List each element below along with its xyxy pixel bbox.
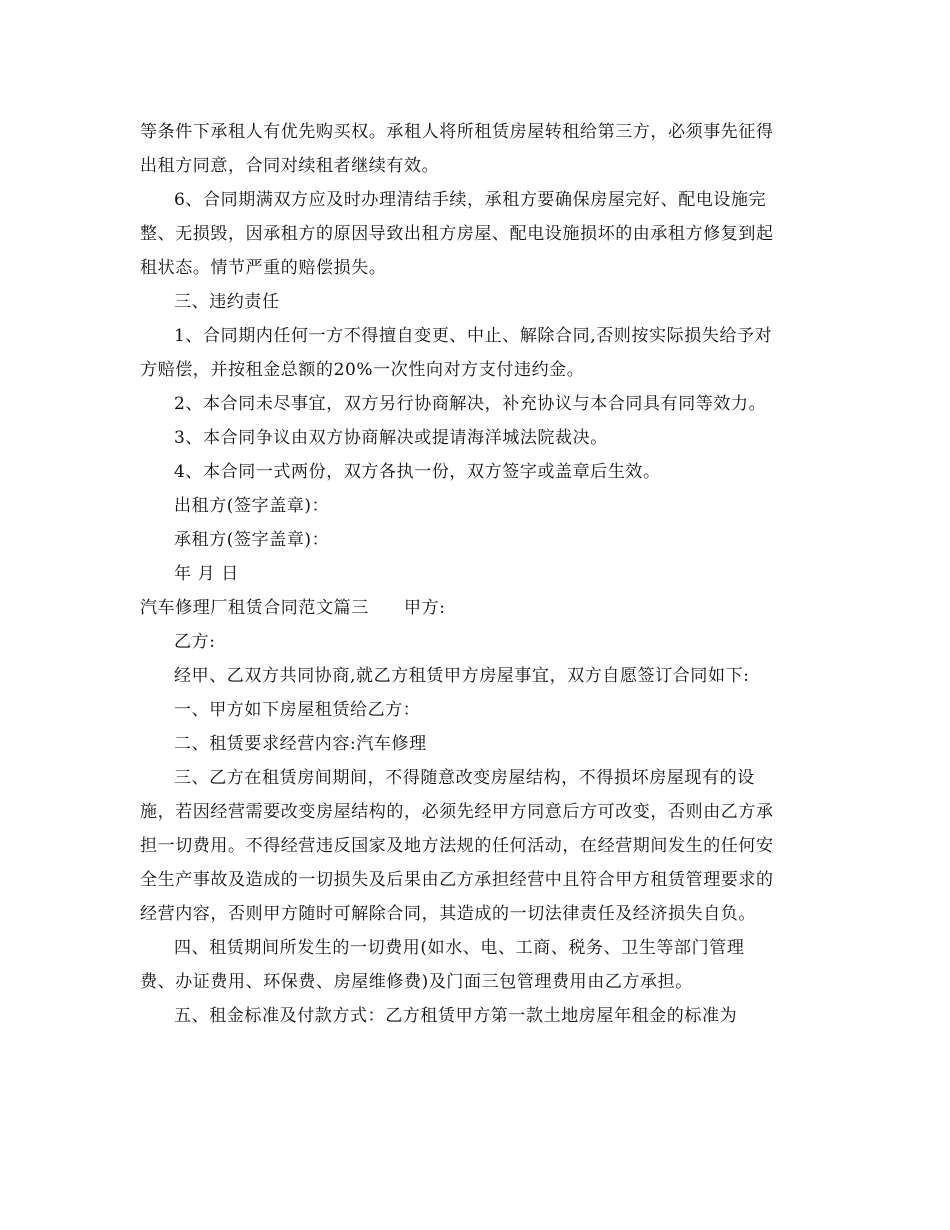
breach-clause-1-line: 1、合同期内任何一方不得擅自变更、中止、解除合同,否则按实际损失给予对 (174, 326, 773, 346)
paragraph-line: 出租方同意，合同对续租者继续有效。 (140, 156, 440, 176)
paragraph-line: 经营内容，否则甲方随时可解除合同，其造成的一切法律责任及经济损失自负。 (140, 904, 756, 924)
paragraph-line: 方赔偿，并按租金总额的20%一次性向对方支付违约金。 (140, 360, 585, 380)
paragraph-line: 担一切费用。不得经营违反国家及地方法规的任何活动，在经营期间发生的任何安 (140, 836, 774, 856)
article-2-line: 二、租赁要求经营内容:汽车修理 (174, 734, 427, 754)
section-heading-breach: 三、违约责任 (174, 292, 280, 312)
preamble-line: 经甲、乙双方共同协商,就乙方租赁甲方房屋事宜，双方自愿签订合同如下: (174, 666, 750, 686)
breach-clause-4-line: 4、本合同一式两份，双方各执一份，双方签字或盖章后生效。 (174, 462, 661, 482)
paragraph-line: 等条件下承租人有优先购买权。承租人将所租赁房屋转租给第三方，必须事先征得 (140, 122, 774, 142)
paragraph-line: 租状态。情节严重的赔偿损失。 (140, 258, 387, 278)
contract-title-line: 汽车修理厂租赁合同范文篇三 甲方: (140, 598, 446, 618)
lessor-signature-label: 出租方(签字盖章)： (174, 496, 330, 516)
lessee-signature-label: 承租方(签字盖章)： (174, 530, 330, 550)
paragraph-line: 整、无损毁，因承租方的原因导致出租方房屋、配电设施损坏的由承租方修复到起 (140, 224, 774, 244)
article-3-line: 三、乙方在租赁房间期间，不得随意改变房屋结构，不得损坏房屋现有的设 (174, 768, 755, 788)
clause-6-line: 6、合同期满双方应及时办理清结手续，承租方要确保房屋完好、配电设施完 (174, 190, 767, 210)
breach-clause-3-line: 3、本合同争议由双方协商解决或提请海洋城法院裁决。 (174, 428, 608, 448)
date-label: 年 月 日 (174, 564, 239, 584)
paragraph-line: 费、办证费用、环保费、房屋维修费)及门面三包管理费用由乙方承担。 (140, 972, 693, 992)
article-4-line: 四、租赁期间所发生的一切费用(如水、电、工商、税务、卫生等部门管理 (174, 938, 745, 958)
article-5-line: 五、租金标准及付款方式：乙方租赁甲方第一款土地房屋年租金的标准为 (174, 1006, 738, 1026)
article-1-line: 一、甲方如下房屋租赁给乙方： (174, 700, 421, 720)
paragraph-line: 全生产事故及造成的一切损失及后果由乙方承担经营中且符合甲方租赁管理要求的 (140, 870, 774, 890)
party-b-label: 乙方: (174, 632, 216, 652)
paragraph-line: 施，若因经营需要改变房屋结构的，必须先经甲方同意后方可改变，否则由乙方承 (140, 802, 774, 822)
breach-clause-2-line: 2、本合同未尽事宜，双方另行协商解决，补充协议与本合同具有同等效力。 (174, 394, 767, 414)
document-body (140, 115, 812, 1033)
